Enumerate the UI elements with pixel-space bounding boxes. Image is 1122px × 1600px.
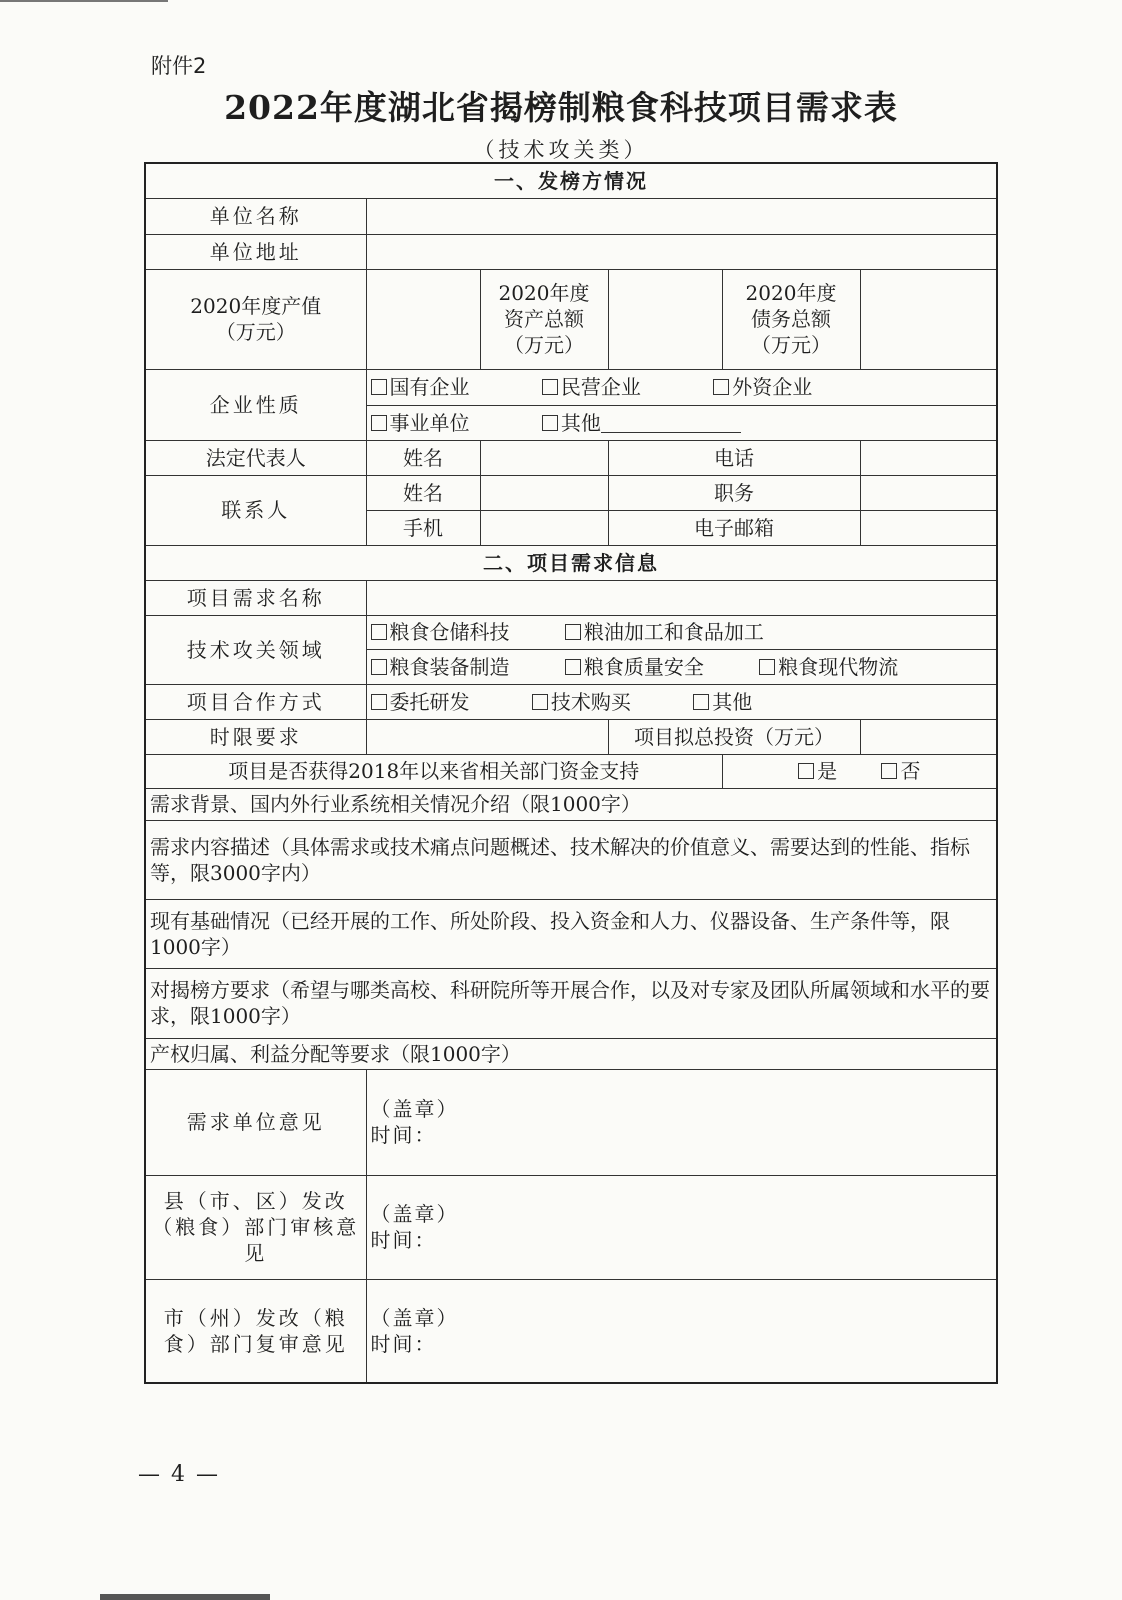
option-storage-tech[interactable]: 粮食仓储科技 <box>371 619 559 645</box>
debt-unit: （万元） <box>751 333 831 357</box>
option-quality-safety[interactable]: 粮食质量安全 <box>565 654 753 680</box>
checkbox-icon[interactable] <box>693 694 709 710</box>
form-row <box>145 820 997 899</box>
option-equipment[interactable]: 粮食装备制造 <box>371 654 559 680</box>
time-limit-field[interactable] <box>366 719 608 754</box>
debt-label-name: 债务总额 <box>751 307 831 331</box>
checkbox-icon[interactable] <box>371 624 387 640</box>
option-commissioned-rd[interactable]: 委托研发 <box>371 689 526 715</box>
seal-label: （盖章） <box>370 1305 459 1330</box>
form-row <box>145 1038 997 1069</box>
checkbox-icon[interactable] <box>798 763 814 779</box>
form-row <box>145 1175 997 1279</box>
section-header-row <box>145 163 997 198</box>
contact-email-field[interactable] <box>860 510 997 545</box>
form-row <box>145 1069 997 1175</box>
field-label: 技术攻关领域 <box>145 615 366 684</box>
checkbox-icon[interactable] <box>713 379 729 395</box>
option-state-owned[interactable]: 国有企业 <box>371 374 536 400</box>
assets-label-year: 2020年度 <box>498 281 590 305</box>
form-row <box>145 899 997 968</box>
opinion-demand-unit-field[interactable] <box>366 1069 997 1175</box>
assets-unit: （万元） <box>504 333 584 357</box>
document-title: 2022年度湖北省揭榜制粮食科技项目需求表 <box>224 88 898 127</box>
checkbox-icon[interactable] <box>371 659 387 675</box>
funding-options <box>722 754 997 788</box>
option-institution[interactable]: 事业单位 <box>371 410 536 436</box>
option-tech-purchase[interactable]: 技术购买 <box>532 689 687 715</box>
opinion-county-label: 县（市、区）发改（粮食）部门审核意见 <box>145 1175 366 1279</box>
other-blank-line[interactable] <box>601 414 741 433</box>
coop-label: 项目合作方式 <box>145 684 366 719</box>
contact-name-label: 姓名 <box>366 475 480 510</box>
project-name-label: 项目需求名称 <box>145 580 366 615</box>
form-row <box>145 440 997 475</box>
current-basis-label[interactable]: 现有基础情况（已经开展的工作、所处阶段、投入资金和人力、仪器设备、生产条件等，限1000字） <box>145 899 997 968</box>
legal-rep-phone-field[interactable] <box>860 440 997 475</box>
option-processing[interactable]: 粮油加工和食品加工 <box>565 619 764 645</box>
requirement-form <box>144 162 998 1384</box>
scan-edge-mark <box>100 1594 270 1600</box>
contact-mobile-label: 手机 <box>366 510 480 545</box>
form-row <box>145 580 997 615</box>
description-label[interactable]: 需求内容描述（具体需求或技术痛点问题概述、技术解决的价值意义、需要达到的性能、指标等，限3000字内） <box>145 820 997 899</box>
page-number: — 4 — <box>138 1462 220 1487</box>
checkbox-icon[interactable] <box>371 379 387 395</box>
coop-options <box>366 684 997 719</box>
nature-options-row2 <box>366 405 997 440</box>
option-private[interactable]: 民营企业 <box>542 374 707 400</box>
form-row <box>145 788 997 820</box>
time-label: 时间： <box>370 1123 437 1147</box>
contact-position-label: 职务 <box>608 475 860 510</box>
checkbox-icon[interactable] <box>542 415 558 431</box>
option-coop-other[interactable]: 其他 <box>693 689 752 715</box>
contact-label: 联系人 <box>145 475 366 545</box>
checkbox-icon[interactable] <box>759 659 775 675</box>
option-logistics[interactable]: 粮食现代物流 <box>759 654 898 680</box>
checkbox-icon[interactable] <box>371 415 387 431</box>
assets-label-cell <box>480 269 608 369</box>
option-foreign[interactable]: 外资企业 <box>713 374 812 400</box>
form-row <box>145 968 997 1038</box>
form-row <box>145 475 997 510</box>
checkbox-icon[interactable] <box>881 763 897 779</box>
output-label-cell <box>145 269 366 369</box>
opinion-county-field[interactable] <box>366 1175 997 1279</box>
assets-label-name: 资产总额 <box>504 307 584 331</box>
contact-name-field[interactable] <box>480 475 608 510</box>
seal-label: （盖章） <box>370 1097 459 1121</box>
form-row <box>145 234 997 269</box>
legal-rep-name-field[interactable] <box>480 440 608 475</box>
legal-rep-label: 法定代表人 <box>145 440 366 475</box>
checkbox-icon[interactable] <box>532 694 548 710</box>
time-label: 时间： <box>370 1228 437 1252</box>
time-limit-label: 时限要求 <box>145 719 366 754</box>
legal-rep-phone-label: 电话 <box>608 440 860 475</box>
contact-position-field[interactable] <box>860 475 997 510</box>
section-title-project: 二、项目需求信息 <box>145 545 997 580</box>
unit-address-label: 单位地址 <box>145 234 366 269</box>
form-row <box>145 369 997 405</box>
output-field[interactable] <box>366 269 480 369</box>
checkbox-icon[interactable] <box>371 694 387 710</box>
debt-label-year: 2020年度 <box>745 281 837 305</box>
funding-question: 项目是否获得2018年以来省相关部门资金支持 <box>145 754 722 788</box>
contact-mobile-field[interactable] <box>480 510 608 545</box>
unit-address-field[interactable] <box>366 234 997 269</box>
checkbox-icon[interactable] <box>565 624 581 640</box>
unit-name-label: 单位名称 <box>145 198 366 234</box>
project-name-field[interactable] <box>366 580 997 615</box>
time-label: 时间： <box>370 1331 437 1356</box>
opinion-city-label: 市（州）发改（粮食）部门复审意见 <box>145 1279 366 1383</box>
form-row <box>145 684 997 719</box>
field-options-row2 <box>366 649 997 684</box>
output-label: 2020年度产值 <box>190 294 322 318</box>
output-unit: （万元） <box>215 320 296 344</box>
option-no[interactable]: 否 <box>881 758 920 784</box>
form-row <box>145 198 997 234</box>
section-title-issuer: 一、发榜方情况 <box>145 163 997 198</box>
scan-edge-mark <box>0 0 168 2</box>
form-row <box>145 269 997 369</box>
form-row <box>145 615 997 649</box>
investment-field[interactable] <box>860 719 997 754</box>
legal-rep-name-label: 姓名 <box>366 440 480 475</box>
nature-options-row1 <box>366 369 997 405</box>
document-subtitle: （技术攻关类） <box>473 138 649 162</box>
unit-name-field[interactable] <box>366 198 997 234</box>
debt-label-cell <box>722 269 860 369</box>
background-label[interactable]: 需求背景、国内外行业系统相关情况介绍（限1000字） <box>145 788 997 820</box>
nature-label: 企业性质 <box>145 369 366 440</box>
form-row <box>145 719 997 754</box>
contact-email-label: 电子邮箱 <box>608 510 860 545</box>
ip-requirements-label[interactable]: 产权归属、利益分配等要求（限1000字） <box>145 1038 997 1069</box>
checkbox-icon[interactable] <box>565 659 581 675</box>
form-row <box>145 754 997 788</box>
assets-field[interactable] <box>608 269 722 369</box>
opinion-demand-unit-label: 需求单位意见 <box>145 1069 366 1175</box>
solver-requirements-label[interactable]: 对揭榜方要求（希望与哪类高校、科研院所等开展合作，以及对专家及团队所属领域和水平的要求，限1000字） <box>145 968 997 1038</box>
debt-field[interactable] <box>860 269 997 369</box>
opinion-city-field[interactable] <box>366 1279 997 1383</box>
form-row <box>145 1279 997 1383</box>
seal-label: （盖章） <box>370 1202 459 1226</box>
investment-label: 项目拟总投资（万元） <box>608 719 860 754</box>
checkbox-icon[interactable] <box>542 379 558 395</box>
field-options-row1 <box>366 615 997 649</box>
attachment-label: 附件2 <box>151 54 207 78</box>
option-yes[interactable]: 是 <box>798 758 837 784</box>
option-other[interactable]: 其他 <box>542 410 741 436</box>
section-header-row <box>145 545 997 580</box>
